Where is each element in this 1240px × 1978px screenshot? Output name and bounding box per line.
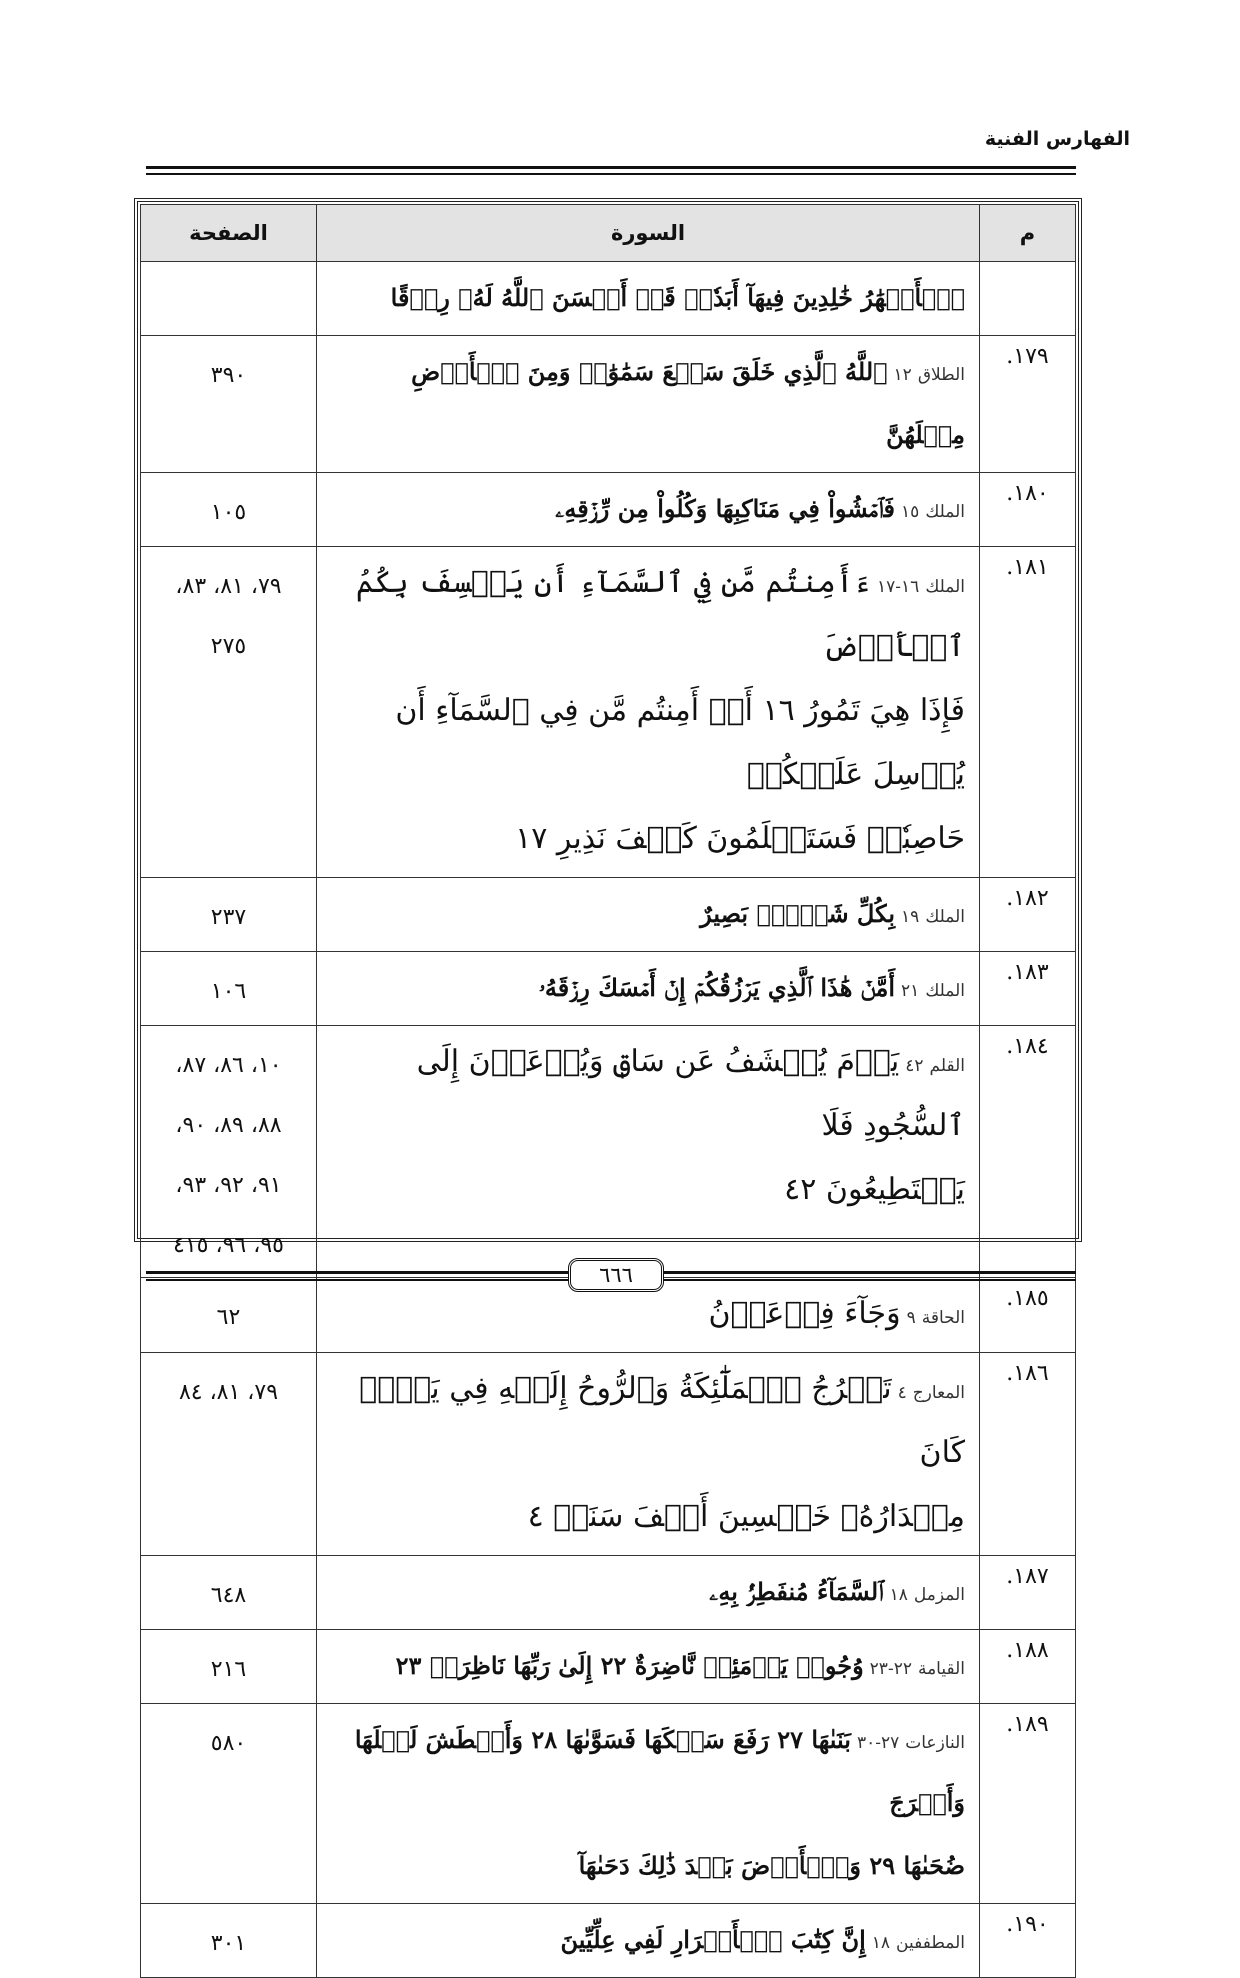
verse-line xyxy=(331,1359,965,1487)
verse-reference: ٢٢-٢٣ xyxy=(869,1659,912,1679)
surah-cell xyxy=(317,1556,980,1630)
verse-line xyxy=(331,1160,965,1224)
verse-line xyxy=(331,1487,965,1551)
verse-line xyxy=(331,553,965,681)
surah-name: الملك xyxy=(925,907,965,927)
verse-line xyxy=(331,268,965,331)
header-surah: السورة xyxy=(317,205,980,262)
row-number: ١٩٠. xyxy=(980,1904,1076,1978)
verse-line xyxy=(331,342,965,468)
page-ref-line: ١٠، ٨٦، ٨٧، xyxy=(175,1053,282,1078)
row-number: ١٨٧. xyxy=(980,1556,1076,1630)
row-number xyxy=(980,262,1076,336)
surah-cell xyxy=(317,473,980,547)
verse-reference: ٢٧-٣٠ xyxy=(856,1733,900,1753)
verse-line xyxy=(331,1836,965,1899)
table-row xyxy=(141,878,1076,952)
verse-reference: ١٩ xyxy=(901,907,920,927)
verse-text: ءَأَمِنتُم مَّن فِي ٱلسَّمَآءِ أَن يَخۡسِفَ بِكُمُ ٱلۡأَرۡضَ xyxy=(355,565,965,664)
table-row xyxy=(141,262,1076,336)
row-number: ١٧٩. xyxy=(980,336,1076,473)
page-ref-line: ٦٢ xyxy=(216,1305,241,1330)
verse-reference: ٢١ xyxy=(901,981,920,1001)
row-number: ١٨٥. xyxy=(980,1278,1076,1353)
page-ref-line xyxy=(142,272,315,332)
verse-reference: ٩ xyxy=(906,1308,916,1328)
row-number: ١٨٠. xyxy=(980,473,1076,547)
row-number: ١٨٦. xyxy=(980,1353,1076,1556)
surah-name: القلم xyxy=(929,1056,965,1076)
page-refs-cell xyxy=(141,262,317,336)
surah-name: المطففين xyxy=(896,1933,965,1953)
verse-text: ضُحَىٰهَا ٢٩ وَٱلۡأَرۡضَ بَعۡدَ ذَٰلِكَ دَحَىٰهَآ xyxy=(578,1851,965,1880)
verse-reference: ١٨ xyxy=(871,1933,891,1953)
row-number: ١٨٩. xyxy=(980,1704,1076,1904)
page-refs-cell xyxy=(141,1026,317,1278)
verse-text: حَاصِبٗاۖ فَسَتَعۡلَمُونَ كَيۡفَ نَذِيرِ ١٧ xyxy=(515,821,965,856)
page-refs-cell xyxy=(141,336,317,473)
verse-text: وَجَآءَ فِرۡعَوۡنُ xyxy=(708,1296,901,1331)
table-header-row xyxy=(141,205,1076,262)
row-number: ١٨٤. xyxy=(980,1026,1076,1278)
verse-text: بَنَىٰهَا ٢٧ رَفَعَ سَمۡكَهَا فَسَوَّىٰهَا ٢٨ وَأَغۡطَشَ لَيۡلَهَا وَأَخۡرَجَ xyxy=(354,1725,965,1817)
page-ref-line: ٩١، ٩٢، ٩٣، xyxy=(175,1173,282,1198)
row-number: ١٨٨. xyxy=(980,1630,1076,1704)
verse-line xyxy=(331,1284,965,1348)
verse-reference: ١٦-١٧ xyxy=(877,577,920,597)
surah-name: الملك xyxy=(925,981,965,1001)
verse-line xyxy=(331,809,965,873)
surah-name: الملك xyxy=(925,577,965,597)
page-refs-cell xyxy=(141,473,317,547)
page-header: الفهارس الفنية xyxy=(984,128,1130,150)
verse-reference: ٤ xyxy=(897,1383,907,1403)
table-row xyxy=(141,1904,1076,1978)
surah-cell xyxy=(317,1353,980,1556)
table-row xyxy=(141,952,1076,1026)
surah-cell xyxy=(317,547,980,878)
verse-line xyxy=(331,958,965,1021)
verse-line xyxy=(331,1032,965,1160)
table-row xyxy=(141,1026,1076,1278)
surah-cell xyxy=(317,262,980,336)
page-ref-line: ٧٩، ٨١، ٨٤ xyxy=(178,1380,279,1405)
surah-cell xyxy=(317,1904,980,1978)
surah-name: الحاقة xyxy=(921,1308,965,1328)
page-ref-line: ٢١٦ xyxy=(210,1657,247,1682)
page-refs-cell xyxy=(141,952,317,1026)
verse-reference: ١٥ xyxy=(901,502,920,522)
verse-text: يَسۡتَطِيعُونَ ٤٢ xyxy=(784,1172,965,1207)
surah-name: النازعات xyxy=(905,1733,965,1753)
row-number: ١٨١. xyxy=(980,547,1076,878)
surah-name: المعارج xyxy=(912,1383,965,1403)
verse-text: فَٱمۡشُواْ فِي مَنَاكِبِهَا وَكُلُواْ مِن رِّزۡقِهِۦ xyxy=(555,494,896,523)
verse-line xyxy=(331,1562,965,1625)
table-row xyxy=(141,547,1076,878)
table-row xyxy=(141,1353,1076,1556)
surah-name: القيامة xyxy=(917,1659,965,1679)
verse-text: يَوۡمَ يُكۡشَفُ عَن سَاقٖ وَيُدۡعَوۡنَ إِلَى ٱلسُّجُودِ فَلَا xyxy=(416,1044,965,1143)
page-ref-line: ٣٠١ xyxy=(210,1931,247,1956)
verse-text: ٱللَّهُ ٱلَّذِي خَلَقَ سَبۡعَ سَمَٰوَٰتٖ وَمِنَ ٱلۡأَرۡضِ مِثۡلَهُنَّ xyxy=(411,357,965,449)
verse-text: ٱلسَّمَآءُ مُنفَطِرُۢ بِهِۦ xyxy=(709,1577,884,1606)
verse-index-table xyxy=(140,204,1076,1978)
page-ref-line: ٩٥، ٩٦، ٤١٥ xyxy=(173,1233,284,1258)
surah-name: المزمل xyxy=(913,1585,965,1605)
page-number: ٦٦٦ xyxy=(568,1258,664,1292)
header-page: الصفحة xyxy=(141,205,317,262)
page-ref-line: ٢٣٧ xyxy=(210,905,247,930)
surah-cell xyxy=(317,878,980,952)
page-refs-cell xyxy=(141,1353,317,1556)
verse-line xyxy=(331,1910,965,1973)
surah-cell xyxy=(317,1026,980,1278)
page-ref-line: ١٠٦ xyxy=(210,979,247,1004)
surah-cell xyxy=(317,1630,980,1704)
page-ref-line: ٦٤٨ xyxy=(210,1583,247,1608)
page-ref-line: ٨٨، ٨٩، ٩٠، xyxy=(175,1113,282,1138)
header-rule-thin xyxy=(146,173,1076,175)
verse-line xyxy=(331,479,965,542)
verse-text: بِكُلِّ شَيۡءِۭ بَصِيرٌ xyxy=(700,899,896,928)
row-number: ١٨٣. xyxy=(980,952,1076,1026)
table-row xyxy=(141,473,1076,547)
verse-reference: ١٢ xyxy=(893,365,912,385)
verse-text: إِنَّ كِتَٰبَ ٱلۡأَبۡرَارِ لَفِي عِلِّيِّينَ xyxy=(560,1925,866,1954)
surah-cell xyxy=(317,1704,980,1904)
verse-reference: ١٨ xyxy=(889,1585,908,1605)
surah-cell xyxy=(317,952,980,1026)
verse-line xyxy=(331,1636,965,1699)
surah-name: الطلاق xyxy=(917,365,965,385)
verse-reference: ٤٢ xyxy=(905,1056,924,1076)
header-num: م xyxy=(980,205,1076,262)
surah-cell xyxy=(317,336,980,473)
table-row xyxy=(141,1556,1076,1630)
page-ref-line: ٥٨٠ xyxy=(210,1731,247,1756)
page-refs-cell xyxy=(141,1904,317,1978)
page-ref-line: ٢٧٥ xyxy=(210,634,247,659)
page-refs-cell xyxy=(141,547,317,878)
table-row xyxy=(141,336,1076,473)
verse-text: تَعۡرُجُ ٱلۡمَلَٰٓئِكَةُ وَٱلرُّوحُ إِلَيۡهِ فِي يَوۡمٖ كَانَ xyxy=(359,1371,965,1470)
page-refs-cell xyxy=(141,1704,317,1904)
page-refs-cell xyxy=(141,1278,317,1353)
page-refs-cell xyxy=(141,878,317,952)
page-refs-cell xyxy=(141,1630,317,1704)
page-ref-line: ٧٩، ٨١، ٨٣، xyxy=(175,574,282,599)
verse-text: ٱلۡأَنۡهَٰرُ خَٰلِدِينَ فِيهَآ أَبَدٗاۖ قَدۡ أَحۡسَنَ ٱللَّهُ لَهُۥ رِزۡقًا xyxy=(390,283,965,312)
table-row xyxy=(141,1704,1076,1904)
verse-text: مِقۡدَارُهُۥ خَمۡسِينَ أَلۡفَ سَنَةٖ ٤ xyxy=(527,1499,965,1534)
verse-line xyxy=(331,1710,965,1836)
surah-name: الملك xyxy=(925,502,965,522)
page-ref-line: ١٠٥ xyxy=(210,500,247,525)
verse-text: فَإِذَا هِيَ تَمُورُ ١٦ أَمۡ أَمِنتُم مَّن فِي ٱلسَّمَآءِ أَن يُرۡسِلَ عَلَيۡكُمۡ xyxy=(395,693,965,792)
header-rule xyxy=(146,166,1076,169)
verse-line xyxy=(331,884,965,947)
row-number: ١٨٢. xyxy=(980,878,1076,952)
page-ref-line: ٣٩٠ xyxy=(210,363,247,388)
table-row xyxy=(141,1630,1076,1704)
page-refs-cell xyxy=(141,1556,317,1630)
verse-text: وُجُوهٞ يَوۡمَئِذٖ نَّاضِرَةٌ ٢٢ إِلَىٰ رَبِّهَا نَاظِرَةٞ ٢٣ xyxy=(395,1651,864,1680)
verse-line xyxy=(331,681,965,809)
verse-text: أَمَّنۡ هَٰذَا ٱلَّذِي يَرۡزُقُكُمۡ إِنۡ أَمۡسَكَ رِزۡقَهُۥ xyxy=(538,973,896,1002)
